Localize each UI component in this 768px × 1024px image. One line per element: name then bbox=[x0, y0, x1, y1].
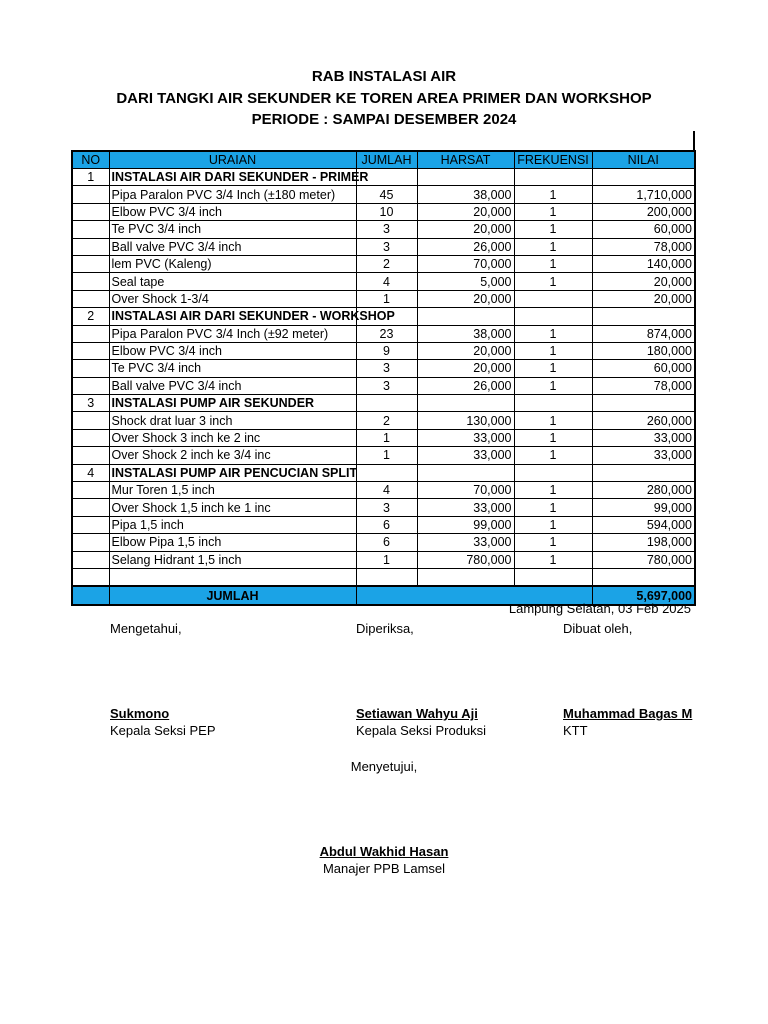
cell-harsat: 20,000 bbox=[417, 290, 514, 307]
cell-no bbox=[72, 203, 109, 220]
cell-harsat: 26,000 bbox=[417, 238, 514, 255]
cell-jumlah: 6 bbox=[356, 516, 417, 533]
cell-no: 1 bbox=[72, 169, 109, 186]
cell-no bbox=[72, 360, 109, 377]
table-row bbox=[72, 203, 695, 220]
cell-uraian: Pipa Paralon PVC 3/4 Inch (±180 meter) bbox=[109, 186, 356, 203]
cell-nilai bbox=[592, 464, 695, 481]
cell-harsat: 26,000 bbox=[417, 377, 514, 394]
cell-harsat: 20,000 bbox=[417, 203, 514, 220]
title-line-3: PERIODE : SAMPAI DESEMBER 2024 bbox=[251, 111, 517, 128]
cell-harsat: 5,000 bbox=[417, 273, 514, 290]
cell-nilai: 1,710,000 bbox=[592, 186, 695, 203]
role-label: Menyetujui, bbox=[350, 759, 418, 774]
table-row bbox=[72, 238, 695, 255]
table-header-row bbox=[72, 151, 695, 169]
cell-uraian: Elbow Pipa 1,5 inch bbox=[109, 534, 356, 551]
cell-frekuensi bbox=[514, 308, 592, 325]
cell-harsat: 70,000 bbox=[417, 482, 514, 499]
cell-jumlah: 3 bbox=[356, 360, 417, 377]
cell-no bbox=[72, 342, 109, 359]
section-row bbox=[72, 308, 695, 325]
total-empty-cell bbox=[72, 586, 109, 604]
signature-mengetahui bbox=[110, 620, 216, 739]
cell-harsat: 33,000 bbox=[417, 429, 514, 446]
cell-harsat: 20,000 bbox=[417, 360, 514, 377]
cell-nilai: 280,000 bbox=[592, 482, 695, 499]
cell-uraian: Ball valve PVC 3/4 inch bbox=[109, 377, 356, 394]
cell-uraian: INSTALASI PUMP AIR PENCUCIAN SPLIT bbox=[109, 464, 356, 481]
cell-frekuensi: 1 bbox=[514, 429, 592, 446]
cell-jumlah: 3 bbox=[356, 238, 417, 255]
cell-no bbox=[72, 516, 109, 533]
cell-nilai: 33,000 bbox=[592, 447, 695, 464]
cell-frekuensi: 1 bbox=[514, 238, 592, 255]
cell-frekuensi: 1 bbox=[514, 360, 592, 377]
cell-frekuensi: 1 bbox=[514, 377, 592, 394]
cell-uraian: Shock drat luar 3 inch bbox=[109, 412, 356, 429]
signer-name: Muhammad Bagas M bbox=[563, 706, 693, 721]
table-row bbox=[72, 482, 695, 499]
cell-harsat: 33,000 bbox=[417, 499, 514, 516]
cell-uraian: INSTALASI PUMP AIR SEKUNDER bbox=[109, 395, 356, 412]
signer-title: Kepala Seksi PEP bbox=[110, 723, 216, 738]
cell-frekuensi: 1 bbox=[514, 551, 592, 568]
table-body bbox=[72, 169, 695, 587]
cell-no bbox=[72, 238, 109, 255]
rab-table bbox=[71, 150, 696, 606]
col-header-frekuensi: FREKUENSI bbox=[514, 151, 592, 169]
table-row bbox=[72, 551, 695, 568]
cell-jumlah: 45 bbox=[356, 186, 417, 203]
cell-frekuensi bbox=[514, 169, 592, 186]
table-row bbox=[72, 429, 695, 446]
cell-uraian: INSTALASI AIR DARI SEKUNDER - PRIMER bbox=[109, 169, 356, 186]
cell-jumlah: 1 bbox=[356, 447, 417, 464]
cell-no bbox=[72, 255, 109, 272]
table-row bbox=[72, 412, 695, 429]
table-row bbox=[72, 221, 695, 238]
cell-jumlah: 1 bbox=[356, 551, 417, 568]
cell-nilai: 60,000 bbox=[592, 221, 695, 238]
cell-no bbox=[72, 412, 109, 429]
cell-nilai: 78,000 bbox=[592, 238, 695, 255]
cell-no bbox=[72, 325, 109, 342]
cell-frekuensi: 1 bbox=[514, 273, 592, 290]
cell-no bbox=[72, 551, 109, 568]
document-title-block bbox=[0, 66, 768, 131]
total-value: 5,697,000 bbox=[592, 586, 695, 604]
cell-no bbox=[72, 377, 109, 394]
table-row bbox=[72, 568, 695, 586]
cell-frekuensi: 1 bbox=[514, 221, 592, 238]
cell-harsat bbox=[417, 568, 514, 586]
signer-title: Manajer PPB Lamsel bbox=[322, 861, 446, 876]
cell-uraian: INSTALASI AIR DARI SEKUNDER - WORKSHOP bbox=[109, 308, 356, 325]
cell-no bbox=[72, 429, 109, 446]
role-label: Diperiksa, bbox=[356, 621, 414, 636]
signer-name: Setiawan Wahyu Aji bbox=[356, 706, 478, 721]
section-row bbox=[72, 395, 695, 412]
cell-nilai: 180,000 bbox=[592, 342, 695, 359]
col-header-nilai: NILAI bbox=[592, 151, 695, 169]
cell-jumlah bbox=[356, 464, 417, 481]
cell-harsat: 780,000 bbox=[417, 551, 514, 568]
cell-uraian: Pipa 1,5 inch bbox=[109, 516, 356, 533]
cell-jumlah: 3 bbox=[356, 377, 417, 394]
cell-uraian: Over Shock 2 inch ke 3/4 inc bbox=[109, 447, 356, 464]
cell-uraian: Mur Toren 1,5 inch bbox=[109, 482, 356, 499]
cell-uraian: Selang Hidrant 1,5 inch bbox=[109, 551, 356, 568]
cell-frekuensi: 1 bbox=[514, 412, 592, 429]
cell-harsat: 20,000 bbox=[417, 221, 514, 238]
col-header-harsat: HARSAT bbox=[417, 151, 514, 169]
cell-uraian: Te PVC 3/4 inch bbox=[109, 360, 356, 377]
cell-jumlah: 4 bbox=[356, 273, 417, 290]
signature-menyetujui bbox=[0, 758, 768, 877]
cell-jumlah: 2 bbox=[356, 255, 417, 272]
cell-frekuensi bbox=[514, 290, 592, 307]
cell-nilai: 874,000 bbox=[592, 325, 695, 342]
cell-nilai: 78,000 bbox=[592, 377, 695, 394]
cell-nilai bbox=[592, 395, 695, 412]
cell-nilai: 780,000 bbox=[592, 551, 695, 568]
cell-frekuensi: 1 bbox=[514, 255, 592, 272]
cell-no bbox=[72, 482, 109, 499]
signer-name: Abdul Wakhid Hasan bbox=[319, 844, 449, 859]
cell-harsat: 70,000 bbox=[417, 255, 514, 272]
total-label: JUMLAH bbox=[109, 586, 356, 604]
cell-jumlah: 2 bbox=[356, 412, 417, 429]
cell-no bbox=[72, 273, 109, 290]
cell-border-line bbox=[693, 131, 695, 151]
table-row bbox=[72, 534, 695, 551]
table-row bbox=[72, 377, 695, 394]
table-row bbox=[72, 499, 695, 516]
cell-uraian bbox=[109, 568, 356, 586]
cell-no: 2 bbox=[72, 308, 109, 325]
cell-no bbox=[72, 447, 109, 464]
cell-nilai bbox=[592, 568, 695, 586]
cell-frekuensi bbox=[514, 568, 592, 586]
cell-harsat: 130,000 bbox=[417, 412, 514, 429]
signer-name: Sukmono bbox=[110, 706, 170, 721]
place-date: Lampung Selatan, 03 Feb 2025 bbox=[508, 601, 691, 616]
table-row bbox=[72, 186, 695, 203]
cell-frekuensi: 1 bbox=[514, 203, 592, 220]
cell-frekuensi: 1 bbox=[514, 534, 592, 551]
cell-uraian: Pipa Paralon PVC 3/4 Inch (±92 meter) bbox=[109, 325, 356, 342]
section-row bbox=[72, 464, 695, 481]
cell-harsat: 99,000 bbox=[417, 516, 514, 533]
signer-title: KTT bbox=[563, 723, 588, 738]
cell-nilai: 60,000 bbox=[592, 360, 695, 377]
cell-no bbox=[72, 290, 109, 307]
table-row bbox=[72, 342, 695, 359]
cell-frekuensi: 1 bbox=[514, 447, 592, 464]
cell-jumlah bbox=[356, 395, 417, 412]
cell-harsat: 20,000 bbox=[417, 342, 514, 359]
role-label: Dibuat oleh, bbox=[563, 621, 633, 636]
cell-frekuensi: 1 bbox=[514, 325, 592, 342]
cell-uraian: Te PVC 3/4 inch bbox=[109, 221, 356, 238]
cell-jumlah: 9 bbox=[356, 342, 417, 359]
cell-nilai: 20,000 bbox=[592, 273, 695, 290]
cell-frekuensi: 1 bbox=[514, 499, 592, 516]
table-row bbox=[72, 360, 695, 377]
cell-no bbox=[72, 499, 109, 516]
cell-harsat: 38,000 bbox=[417, 325, 514, 342]
table-row bbox=[72, 255, 695, 272]
title-line-2: DARI TANGKI AIR SEKUNDER KE TOREN AREA PRIMER DAN WORKSHOP bbox=[116, 89, 652, 107]
cell-jumlah: 1 bbox=[356, 429, 417, 446]
table-row bbox=[72, 290, 695, 307]
cell-nilai bbox=[592, 169, 695, 186]
signature-diperiksa bbox=[356, 620, 486, 739]
cell-harsat bbox=[417, 464, 514, 481]
table-row bbox=[72, 325, 695, 342]
cell-nilai: 33,000 bbox=[592, 429, 695, 446]
table-row bbox=[72, 516, 695, 533]
table-row bbox=[72, 447, 695, 464]
cell-nilai: 594,000 bbox=[592, 516, 695, 533]
cell-jumlah: 6 bbox=[356, 534, 417, 551]
col-header-no: NO bbox=[72, 151, 109, 169]
cell-uraian: Elbow PVC 3/4 inch bbox=[109, 342, 356, 359]
cell-jumlah: 3 bbox=[356, 221, 417, 238]
cell-jumlah: 3 bbox=[356, 499, 417, 516]
cell-harsat: 38,000 bbox=[417, 186, 514, 203]
cell-uraian: Seal tape bbox=[109, 273, 356, 290]
cell-frekuensi bbox=[514, 464, 592, 481]
cell-jumlah bbox=[356, 568, 417, 586]
title-line-1: RAB INSTALASI AIR bbox=[311, 68, 457, 85]
col-header-jumlah: JUMLAH bbox=[356, 151, 417, 169]
signer-title: Kepala Seksi Produksi bbox=[356, 723, 487, 738]
cell-uraian: Over Shock 1-3/4 bbox=[109, 290, 356, 307]
cell-harsat: 33,000 bbox=[417, 534, 514, 551]
cell-no bbox=[72, 568, 109, 586]
cell-frekuensi bbox=[514, 395, 592, 412]
cell-nilai: 200,000 bbox=[592, 203, 695, 220]
cell-harsat: 33,000 bbox=[417, 447, 514, 464]
cell-nilai: 198,000 bbox=[592, 534, 695, 551]
col-header-uraian: URAIAN bbox=[109, 151, 356, 169]
cell-nilai: 20,000 bbox=[592, 290, 695, 307]
table-row bbox=[72, 273, 695, 290]
signature-dibuat bbox=[563, 620, 692, 739]
cell-no: 4 bbox=[72, 464, 109, 481]
cell-harsat bbox=[417, 308, 514, 325]
role-label: Mengetahui, bbox=[110, 621, 182, 636]
section-row bbox=[72, 169, 695, 186]
cell-frekuensi: 1 bbox=[514, 516, 592, 533]
cell-harsat bbox=[417, 169, 514, 186]
cell-uraian: lem PVC (Kaleng) bbox=[109, 255, 356, 272]
cell-harsat bbox=[417, 395, 514, 412]
cell-jumlah: 23 bbox=[356, 325, 417, 342]
cell-uraian: Over Shock 3 inch ke 2 inc bbox=[109, 429, 356, 446]
cell-frekuensi: 1 bbox=[514, 342, 592, 359]
cell-nilai: 99,000 bbox=[592, 499, 695, 516]
cell-nilai bbox=[592, 308, 695, 325]
cell-nilai: 260,000 bbox=[592, 412, 695, 429]
cell-no: 3 bbox=[72, 395, 109, 412]
cell-jumlah: 1 bbox=[356, 290, 417, 307]
cell-uraian: Ball valve PVC 3/4 inch bbox=[109, 238, 356, 255]
cell-jumlah: 4 bbox=[356, 482, 417, 499]
cell-nilai: 140,000 bbox=[592, 255, 695, 272]
cell-jumlah: 10 bbox=[356, 203, 417, 220]
cell-no bbox=[72, 534, 109, 551]
cell-no bbox=[72, 221, 109, 238]
cell-no bbox=[72, 186, 109, 203]
cell-frekuensi: 1 bbox=[514, 482, 592, 499]
cell-uraian: Elbow PVC 3/4 inch bbox=[109, 203, 356, 220]
cell-uraian: Over Shock 1,5 inch ke 1 inc bbox=[109, 499, 356, 516]
cell-frekuensi: 1 bbox=[514, 186, 592, 203]
